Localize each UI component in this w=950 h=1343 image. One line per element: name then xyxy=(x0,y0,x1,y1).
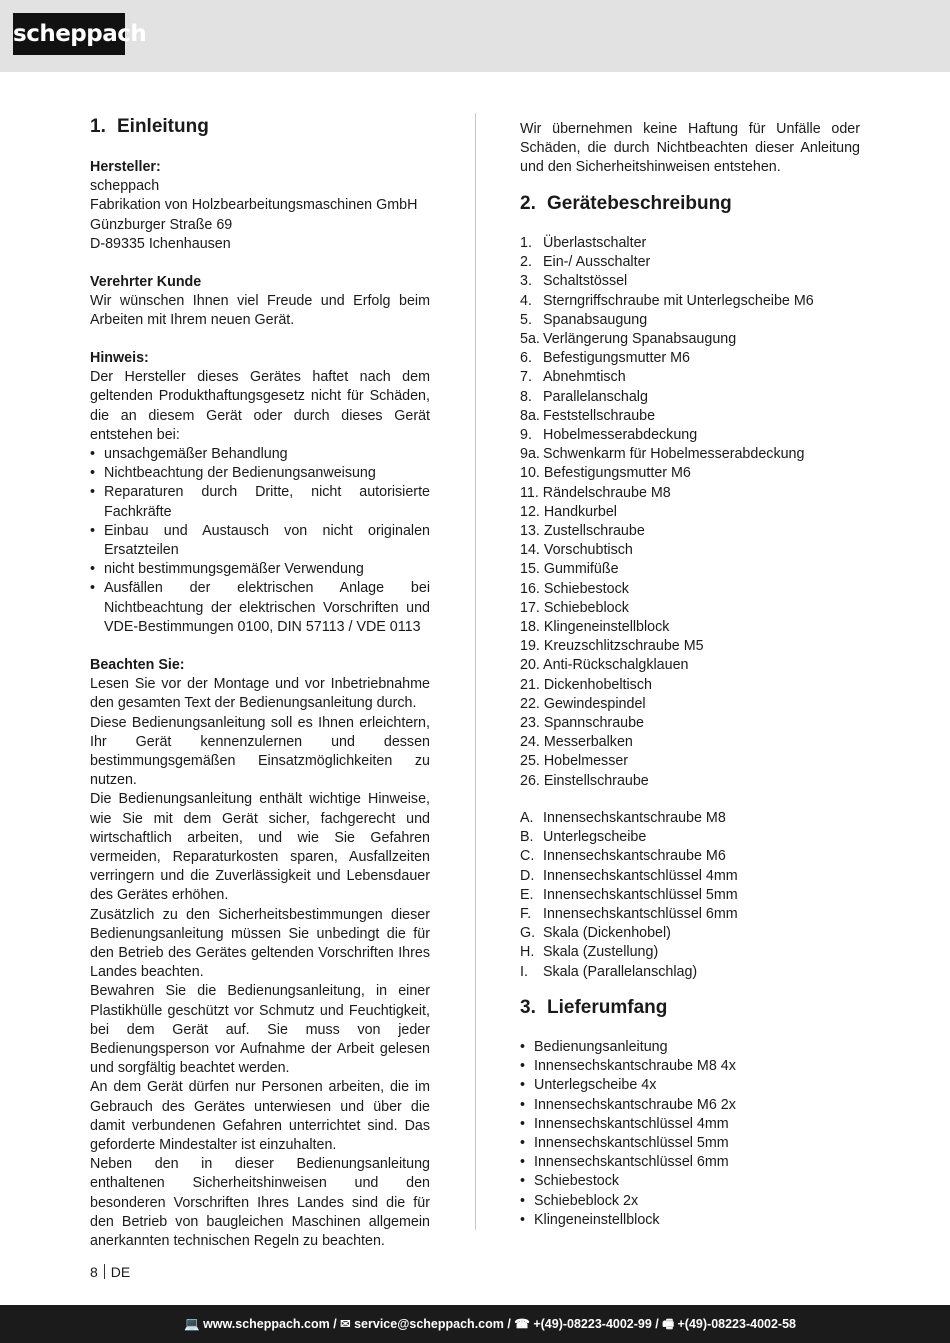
attention-paragraph: An dem Gerät dürfen nur Personen arbeiten, die im Gebrauch des Gerätes unterwiesen und über die damit verbundenen Gefahren unterrichtet sind. Das geforderte Mindestalter ist einzuhalten. xyxy=(90,1079,430,1154)
parts-list-label: Abnehmtisch xyxy=(543,369,626,386)
parts-list-item xyxy=(520,368,860,387)
attention-paragraph: Neben den in dieser Bedienungsanleitung enthaltenen Sicherheitshinweisen und den besonderen Vorschriften Ihres Landes sind die für den Betrieb von baugleichen Maschinen allgemein anerkannten technischen Regeln zu beachten. xyxy=(90,1156,430,1250)
parts-list-numbered-continued xyxy=(520,464,860,790)
parts-list-item: 26. Einstellschraube xyxy=(520,772,649,789)
delivery-list-item: • Schiebestock xyxy=(520,1172,860,1191)
notice-list xyxy=(90,445,430,637)
notice-list-item: • nicht bestimmungsgemäßer Verwendung xyxy=(90,560,430,579)
attention-block xyxy=(90,656,430,1251)
delivery-list-item: • Innensechskantschlüssel 4mm xyxy=(520,1115,860,1134)
accessory-list-item xyxy=(520,924,860,943)
customer-text: Wir wünschen Ihnen viel Freude und Erfolg beim Arbeiten mit Ihrem neuen Gerät. xyxy=(90,293,430,329)
parts-list-block xyxy=(520,234,860,791)
page-number xyxy=(90,1264,130,1280)
attention-paragraphs xyxy=(90,675,430,1251)
page-number-value: 8 xyxy=(90,1264,98,1280)
parts-list-label: Befestigungsmutter M6 xyxy=(543,350,691,367)
manufacturer-address-line: Fabrikation von Holzbearbeitungsmaschinen GmbH xyxy=(90,197,418,214)
parts-list-item: 18. Klingeneinstellblock xyxy=(520,619,670,636)
contact-line: 💻 www.scheppach.com / ✉ service@scheppach.com / ☎ +(49)-08223-4002-99 / 🖷 +(49)-08223-4002-58 xyxy=(184,1317,796,1331)
accessory-list-letter: B. xyxy=(520,829,534,846)
parts-list-item xyxy=(520,311,860,330)
parts-list-label: Schaltstössel xyxy=(543,273,628,290)
delivery-list-item: • Innensechskantschraube M8 4x xyxy=(520,1057,860,1076)
parts-list-label: Parallelanschalg xyxy=(543,388,648,405)
accessory-list-item xyxy=(520,943,860,962)
manufacturer-address-line: D-89335 Ichenhausen xyxy=(90,235,231,252)
parts-list-number: 8. xyxy=(520,388,532,405)
delivery-list-item: • Innensechskantschlüssel 5mm xyxy=(520,1134,860,1153)
parts-list-number: 2. xyxy=(520,254,532,271)
accessory-list-label: Innensechskantschraube M8 xyxy=(543,810,726,826)
accessory-list-label: Innensechskantschlüssel 6mm xyxy=(543,906,738,923)
notice-list-item: • unsachgemäßer Behandlung xyxy=(90,445,430,464)
manufacturer-address xyxy=(90,177,430,254)
accessory-list-item xyxy=(520,847,860,866)
section-2-heading: 2. Gerätebeschreibung xyxy=(520,193,732,214)
accessory-list-letter: A. xyxy=(520,810,534,826)
parts-list-item: 21. Dickenhobeltisch xyxy=(520,676,652,693)
parts-list-label: Überlastschalter xyxy=(543,235,647,251)
parts-list-item xyxy=(520,349,860,368)
attention-paragraph: Lesen Sie vor der Montage und vor Inbetriebnahme den gesamten Text der Bedienungsanleitung durch. xyxy=(90,676,430,712)
delivery-scope-block xyxy=(520,1038,860,1230)
accessory-list-letter: F. xyxy=(520,906,532,923)
scheppach-logo: scheppach xyxy=(13,13,125,55)
notice-text: Der Hersteller dieses Gerätes haftet nach dem geltenden Produkthaftungsgesetz nicht für Schäden, die an diesem Gerät oder durch dieses Gerät entstehen bei: xyxy=(90,369,430,443)
accessory-list-item xyxy=(520,867,860,886)
accessory-list-item xyxy=(520,809,860,828)
page-header xyxy=(0,0,950,72)
accessory-list-letter: D. xyxy=(520,867,535,884)
parts-list-label: Sterngriffschraube mit Unterlegscheibe M6 xyxy=(543,292,814,309)
parts-list-item: 25. Hobelmesser xyxy=(520,753,629,770)
accessory-list-label: Skala (Parallelanschlag) xyxy=(543,963,698,980)
parts-list-item: 23. Spannschraube xyxy=(520,715,645,732)
parts-list-item: 13. Zustellschraube xyxy=(520,523,645,540)
accessory-list-item xyxy=(520,905,860,924)
section-1-heading: 1. Einleitung xyxy=(90,116,209,137)
manufacturer-address-line: scheppach xyxy=(90,178,160,195)
parts-list-item: 17. Schiebeblock xyxy=(520,599,629,616)
attention-paragraph: Zusätzlich zu den Sicherheitsbestimmungen dieser Bedienungsanleitung müssen Sie unbedingt die für den Betrieb des Gerätes geltenden Vorschriften Ihres Landes beachten. xyxy=(90,906,430,981)
accessory-list-item xyxy=(520,828,860,847)
contact-footer xyxy=(0,1305,950,1343)
column-divider xyxy=(475,113,476,1230)
accessory-list-label: Innensechskantschlüssel 5mm xyxy=(543,886,738,903)
accessory-list-label: Unterlegscheibe xyxy=(543,829,647,846)
parts-list-number: 9a. xyxy=(520,446,540,463)
attention-paragraph: Die Bedienungsanleitung enthält wichtige Hinweise, wie Sie mit dem Gerät sicher, fachgerecht und wirtschaftlich arbeiten, und wie Sie Gefahren vermeiden, Reparaturkosten sparen, Ausfallzeiten verringern und die Zuverlässigkeit und Lebensdauer des Gerätes erhöhen. xyxy=(90,791,430,904)
accessory-list-letter: G. xyxy=(520,925,536,942)
parts-list-label: Feststellschraube xyxy=(543,407,656,424)
accessory-list-label: Innensechskantschlüssel 4mm xyxy=(543,867,738,884)
parts-list-number: 5a. xyxy=(520,331,540,348)
accessory-parts-block xyxy=(520,809,860,982)
accessory-list-item xyxy=(520,963,860,982)
notice-block xyxy=(90,349,430,637)
notice-list-item: • Ausfällen der elektrischen Anlage bei Nichtbeachtung der elektrischen Vorschriften und VDE-Bestimmungen 0100, DIN 57113 / VDE 0113 xyxy=(90,579,430,637)
accessory-list-label: Skala (Dickenhobel) xyxy=(543,925,671,942)
accessory-list-letter: H. xyxy=(520,944,535,961)
parts-list-item: 20. Anti-Rückschalgklauen xyxy=(520,657,689,674)
parts-list-label: Ein-/ Ausschalter xyxy=(543,254,651,271)
page-number-separator xyxy=(104,1264,105,1279)
parts-list-number: 8a. xyxy=(520,407,540,424)
parts-list-number: 6. xyxy=(520,350,532,367)
delivery-list-item: • Schiebeblock 2x xyxy=(520,1192,860,1211)
customer-label: Verehrter Kunde xyxy=(90,274,202,290)
parts-list-label: Schwenkarm für Hobelmesserabdeckung xyxy=(543,446,805,463)
parts-list-label: Spanabsaugung xyxy=(543,311,648,328)
notice-list-item: • Reparaturen durch Dritte, nicht autorisierte Fachkräfte xyxy=(90,483,430,521)
section-3-heading: 3. Lieferumfang xyxy=(520,997,668,1018)
delivery-list-item: • Innensechskantschlüssel 6mm xyxy=(520,1153,860,1172)
parts-list-number: 5. xyxy=(520,311,532,328)
parts-list-item: 10. Befestigungsmutter M6 xyxy=(520,465,691,482)
parts-list-item: 24. Messerbalken xyxy=(520,734,633,751)
parts-list-item xyxy=(520,388,860,407)
delivery-list-item: • Unterlegscheibe 4x xyxy=(520,1076,860,1095)
parts-list-label: Hobelmesserabdeckung xyxy=(543,427,698,444)
attention-label: Beachten Sie: xyxy=(90,657,185,673)
accessory-list-letter: E. xyxy=(520,886,534,903)
accessory-list-label: Skala (Zustellung) xyxy=(543,944,659,961)
parts-list-item: 19. Kreuzschlitzschraube M5 xyxy=(520,638,704,655)
customer-block xyxy=(90,273,430,331)
parts-list-number: 1. xyxy=(520,235,532,251)
parts-list-item: 11. Rändelschraube M8 xyxy=(520,484,671,501)
notice-label: Hinweis: xyxy=(90,350,149,366)
manufacturer-label: Hersteller: xyxy=(90,159,161,175)
parts-list-item: 14. Vorschubtisch xyxy=(520,542,633,559)
parts-list-item xyxy=(520,272,860,291)
attention-paragraph: Diese Bedienungsanleitung soll es Ihnen erleichtern, Ihr Gerät kennenzulernen und dessen bestimmungsgemäßen Einsatzmöglichkeiten zu nutzen. xyxy=(90,714,430,789)
manufacturer-address-line: Günzburger Straße 69 xyxy=(90,216,233,233)
parts-list-item: 16. Schiebestock xyxy=(520,580,629,597)
accessory-list-item xyxy=(520,886,860,905)
accessory-list-label: Innensechskantschraube M6 xyxy=(543,848,726,865)
parts-list-item: 15. Gummifüße xyxy=(520,561,619,578)
parts-list-item xyxy=(520,445,860,464)
accessory-list-letter: C. xyxy=(520,848,535,865)
delivery-list-item: • Klingeneinstellblock xyxy=(520,1211,860,1230)
language-code: DE xyxy=(110,1264,131,1280)
liability-text: Wir übernehmen keine Haftung für Unfälle oder Schäden, die durch Nichtbeachten dieser Anleitung und den Sicherheitshinweisen entstehen. xyxy=(520,121,860,176)
parts-list-item xyxy=(520,330,860,349)
parts-list-number: 4. xyxy=(520,292,532,309)
parts-list-item: 22. Gewindespindel xyxy=(520,695,646,712)
parts-list-item xyxy=(520,253,860,272)
parts-list-item xyxy=(520,426,860,445)
parts-list-item: 12. Handkurbel xyxy=(520,503,617,520)
manufacturer-block xyxy=(90,158,430,254)
parts-list-lettered xyxy=(520,809,860,982)
parts-list-number: 7. xyxy=(520,369,532,386)
parts-list-number: 3. xyxy=(520,273,532,290)
notice-list-item: • Einbau und Austausch von nicht originalen Ersatzteilen xyxy=(90,522,430,560)
parts-list-number: 9. xyxy=(520,427,532,444)
parts-list-numbered xyxy=(520,234,860,464)
delivery-list-item: • Innensechskantschraube M6 2x xyxy=(520,1096,860,1115)
accessory-list-letter: I. xyxy=(520,963,528,980)
parts-list-item xyxy=(520,234,860,253)
parts-list-item xyxy=(520,407,860,426)
delivery-list xyxy=(520,1038,860,1230)
attention-paragraph: Bewahren Sie die Bedienungsanleitung, in einer Plastikhülle geschützt vor Schmutz und Feuchtigkeit, bei dem Gerät auf. Sie muss von jeder Bedienungsperson vor Aufnahme der Arbeit gelesen und sorgfältig beachtet werden. xyxy=(90,983,430,1077)
parts-list-item xyxy=(520,292,860,311)
notice-list-item: • Nichtbeachtung der Bedienungsanweisung xyxy=(90,464,430,483)
delivery-list-item: • Bedienungsanleitung xyxy=(520,1038,860,1057)
parts-list-label: Verlängerung Spanabsaugung xyxy=(543,331,737,348)
